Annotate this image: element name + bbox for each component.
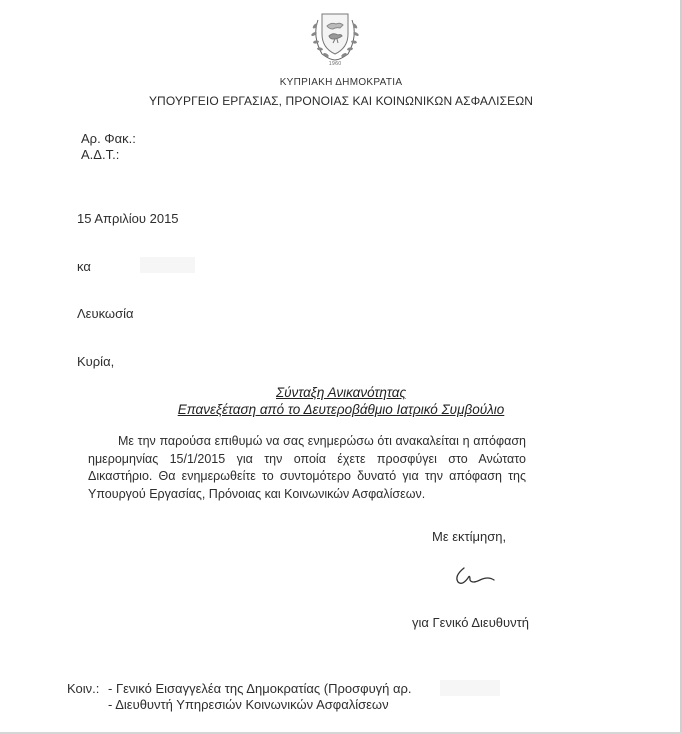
cyprus-coat-of-arms-icon xyxy=(300,6,370,66)
redacted-name xyxy=(140,257,195,273)
svg-text:1960: 1960 xyxy=(328,61,342,66)
cc-item-2: - Διευθυντή Υπηρεσιών Κοινωνικών Ασφαλίσεων xyxy=(108,697,389,712)
recipient-prefix: κα xyxy=(77,259,91,274)
letter-date: 15 Απριλίου 2015 xyxy=(77,211,179,226)
recipient-city: Λευκωσία xyxy=(77,306,134,321)
file-number-label: Αρ. Φακ.: xyxy=(81,131,136,146)
subject-line-1: Σύνταξη Ανικανότητας xyxy=(275,385,407,400)
signature-icon xyxy=(450,558,510,592)
letter-body xyxy=(88,433,526,503)
cc-label: Κοιν.: xyxy=(67,681,100,696)
id-number-label: Α.Δ.Τ.: xyxy=(81,147,120,162)
closing-regards: Με εκτίμηση, xyxy=(432,529,507,544)
body-paragraph: Με την παρούσα επιθυμώ να σας ενημερώσω ότι ανακαλείται η απόφαση ημερομηνίας 15/1/2015 για την οποία έχετε προσφύγει στο Ανώτατο Δικαστήριο. Θα ενημερωθείτε το συντομότερο δυνατό για την απόφαση της Υπουργού Εργασίας, Πρόνοιας και Κοινωνικών Ασφαλίσεων. xyxy=(88,434,526,501)
subject-line-2: Επανεξέταση από το Δευτεροβάθμιο Ιατρικό Συμβούλιο xyxy=(177,402,505,417)
redacted-case-number xyxy=(440,680,500,696)
signatory-title: για Γενικό Διευθυντή xyxy=(412,615,530,630)
ministry-heading: ΥΠΟΥΡΓΕΙΟ ΕΡΓΑΣΙΑΣ, ΠΡΟΝΟΙΑΣ ΚΑΙ ΚΟΙΝΩΝΙΚΩΝ ΑΣΦΑΛΙΣΕΩΝ xyxy=(148,94,534,108)
republic-heading: ΚΥΠΡΙΑΚΗ ΔΗΜΟΚΡΑΤΙΑ xyxy=(279,77,403,88)
salutation: Κυρία, xyxy=(77,354,115,369)
cc-item-1: - Γενικό Εισαγγελέα της Δημοκρατίας (Προσφυγή αρ. xyxy=(108,681,412,696)
